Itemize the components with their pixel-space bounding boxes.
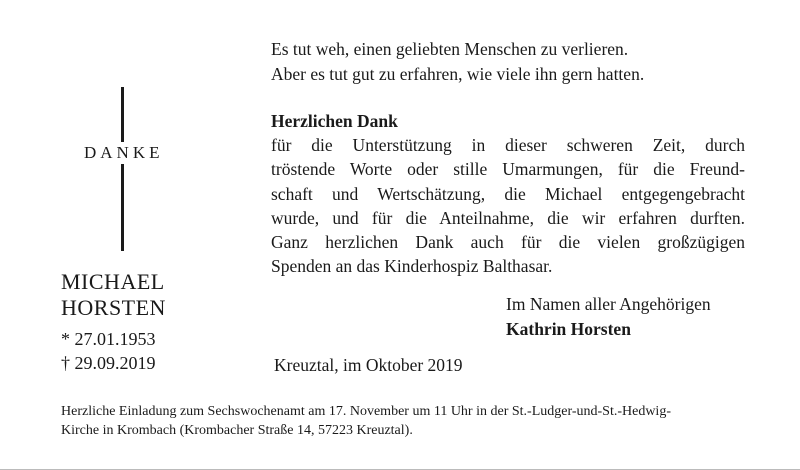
invitation-line: Kirche in Krombach (Krombacher Straße 14, 57223 Kreuztal). [61,423,413,438]
signoff-name: Kathrin Horsten [506,318,631,339]
quote [271,37,751,86]
deceased-name [61,269,166,321]
thanks-text [271,133,745,279]
invitation-line: Herzliche Einladung zum Sechswochenamt am 17. November um 11 Uhr in der St.-Ludger-und-St.-Hedwig- [61,404,671,419]
thanks-line: wurde, und für die Anteilnahme, die wir erfahren durften. [271,207,745,228]
invitation [61,402,761,440]
cross-icon [121,87,124,251]
life-dates [61,327,156,375]
quote-line: Es tut weh, einen geliebten Menschen zu verlieren. [271,39,629,59]
quote-line: Aber es tut gut zu erfahren, wie viele ihn gern hatten. [271,63,645,84]
thanks-line: Spenden an das Kinderhospiz Balthasar. [271,256,553,277]
last-name: HORSTEN [61,295,166,320]
thanks-line: Ganz herzlichen Dank auch für die vielen großzügigen [271,232,745,253]
danke-label: DANKE [80,142,168,164]
thanks-line: für die Unterstützung in dieser schweren Zeit, durch [271,135,745,155]
signoff [506,292,711,341]
thanks-heading: Herzlichen Dank [271,111,398,131]
signoff-line: Im Namen aller Angehörigen [506,294,711,314]
thanks-line: schaft und Wertschätzung, die Michael entgegengebracht [271,183,745,204]
place-date: Kreuztal, im Oktober 2019 [274,355,463,375]
first-name: MICHAEL [61,269,165,294]
birth-date: * 27.01.1953 [61,329,156,349]
death-date: † 29.09.2019 [61,353,156,373]
thanks-line: tröstende Worte oder stille Umarmungen, für die Freund- [271,159,745,180]
